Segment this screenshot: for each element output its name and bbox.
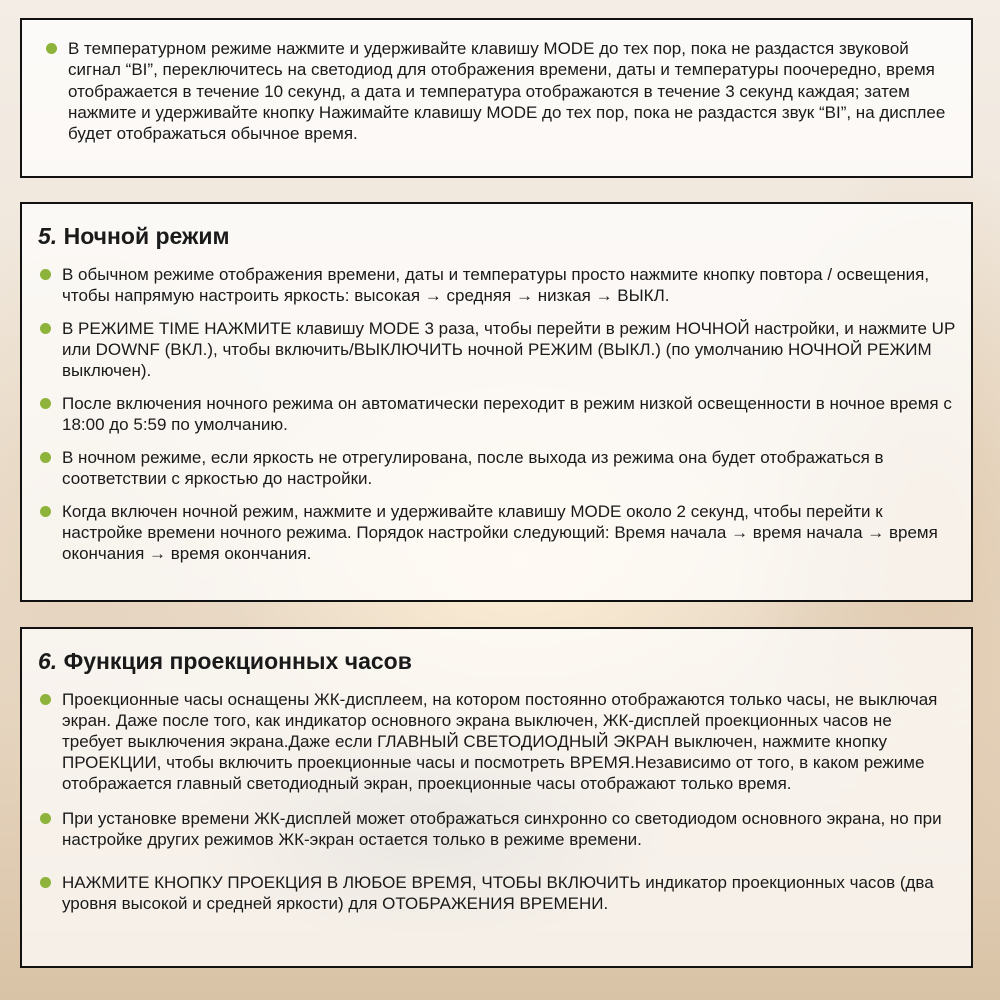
bullet-icon bbox=[40, 269, 51, 280]
list-item-text: При установке времени ЖК-дисплей может отображаться синхронно со светодиодом основного экрана, но при настройке других режимов ЖК-экран остается только в режиме времени. bbox=[62, 809, 942, 849]
bullet-icon bbox=[40, 694, 51, 705]
bullet-icon bbox=[40, 813, 51, 824]
list-item-text: Когда включен ночной режим, нажмите и удерживайте клавишу MODE около 2 секунд, чтобы перейти к настройке времени ночного режима. Порядок настройки следующий: Время начала → время начала → время окончания → время окончания. bbox=[62, 502, 938, 563]
bullet-icon bbox=[40, 877, 51, 888]
section-number: 5. bbox=[38, 223, 58, 249]
section-title bbox=[38, 647, 955, 675]
list-item-text: НАЖМИТЕ КНОПКУ ПРОЕКЦИЯ В ЛЮБОЕ ВРЕМЯ, ЧТОБЫ ВКЛЮЧИТЬ индикатор проекционных часов (два уровня высокой и средней яркости) для ОТОБРАЖЕНИЯ ВРЕМЕНИ. bbox=[62, 873, 934, 913]
bullet-icon bbox=[46, 43, 57, 54]
bullet-icon bbox=[40, 452, 51, 463]
projection-list bbox=[38, 689, 955, 914]
list-item-text: После включения ночного режима он автоматически переходит в режим низкой освещенности в ночное время с 18:00 до 5:59 по умолчанию. bbox=[62, 394, 952, 434]
list-item-text: В обычном режиме отображения времени, даты и температуры просто нажмите кнопку повтора / освещения, чтобы напрямую настроить яркость: высокая → средняя → низкая → ВЫКЛ. bbox=[62, 265, 930, 305]
bullet-icon bbox=[40, 398, 51, 409]
list-item bbox=[38, 501, 955, 564]
section-title-text: Ночной режим bbox=[63, 223, 230, 249]
section-title-text: Функция проекционных часов bbox=[63, 648, 412, 674]
list-item-text: В ночном режиме, если яркость не отрегулирована, после выхода из режима она будет отображаться в соответствии с яркостью до настройки. bbox=[62, 448, 884, 488]
list-item-text: В температурном режиме нажмите и удерживайте клавишу MODE до тех пор, пока не раздастся звуковой сигнал “BI”, переключитесь на светодиод для отображения времени, даты и температуры поочередно, время отображается в течение 10 секунд, а дата и температура отображаются в течение 3 секунд каждая; затем нажмите и удерживайте кнопку Нажимайте клавишу MODE до тех пор, пока не раздастся звук “BI”, на дисплее будет отображаться обычное время. bbox=[68, 39, 946, 144]
list-item bbox=[38, 393, 955, 435]
bullet-icon bbox=[40, 506, 51, 517]
list-item bbox=[38, 689, 955, 794]
list-item bbox=[38, 318, 955, 381]
night-mode-list bbox=[38, 264, 955, 564]
intro-list bbox=[44, 38, 955, 144]
list-item bbox=[38, 808, 955, 850]
list-item-text: Проекционные часы оснащены ЖК-дисплеем, на котором постоянно отображаются только часы, не выключая экран. Даже после того, как индикатор основного экрана выключен, ЖК-дисплей проекционных часов не требует выключения экрана.Даже если ГЛАВНЫЙ СВЕТОДИОДНЫЙ ЭКРАН выключен, нажмите кнопку ПРОЕКЦИИ, чтобы включить проекционные часы и посмотреть ВРЕМЯ.Независимо от того, в каком режиме отображается главный светодиодный экран, проекционные часы отображают только время. bbox=[62, 690, 938, 793]
list-item bbox=[44, 38, 955, 144]
section-title bbox=[38, 222, 955, 250]
projection-panel bbox=[20, 627, 973, 968]
list-item bbox=[38, 447, 955, 489]
list-item-text: В РЕЖИМЕ TIME НАЖМИТЕ клавишу MODE 3 раза, чтобы перейти в режим НОЧНОЙ настройки, и нажмите UP или DOWNF (ВКЛ.), чтобы включить/ВЫКЛЮЧИТЬ ночной РЕЖИМ (ВЫКЛ.) (по умолчанию НОЧНОЙ РЕЖИМ выключен). bbox=[62, 319, 955, 380]
section-number: 6. bbox=[38, 648, 58, 674]
list-item bbox=[38, 872, 955, 914]
night-mode-panel bbox=[20, 202, 973, 602]
bullet-icon bbox=[40, 323, 51, 334]
list-item bbox=[38, 264, 955, 306]
intro-panel bbox=[20, 18, 973, 178]
